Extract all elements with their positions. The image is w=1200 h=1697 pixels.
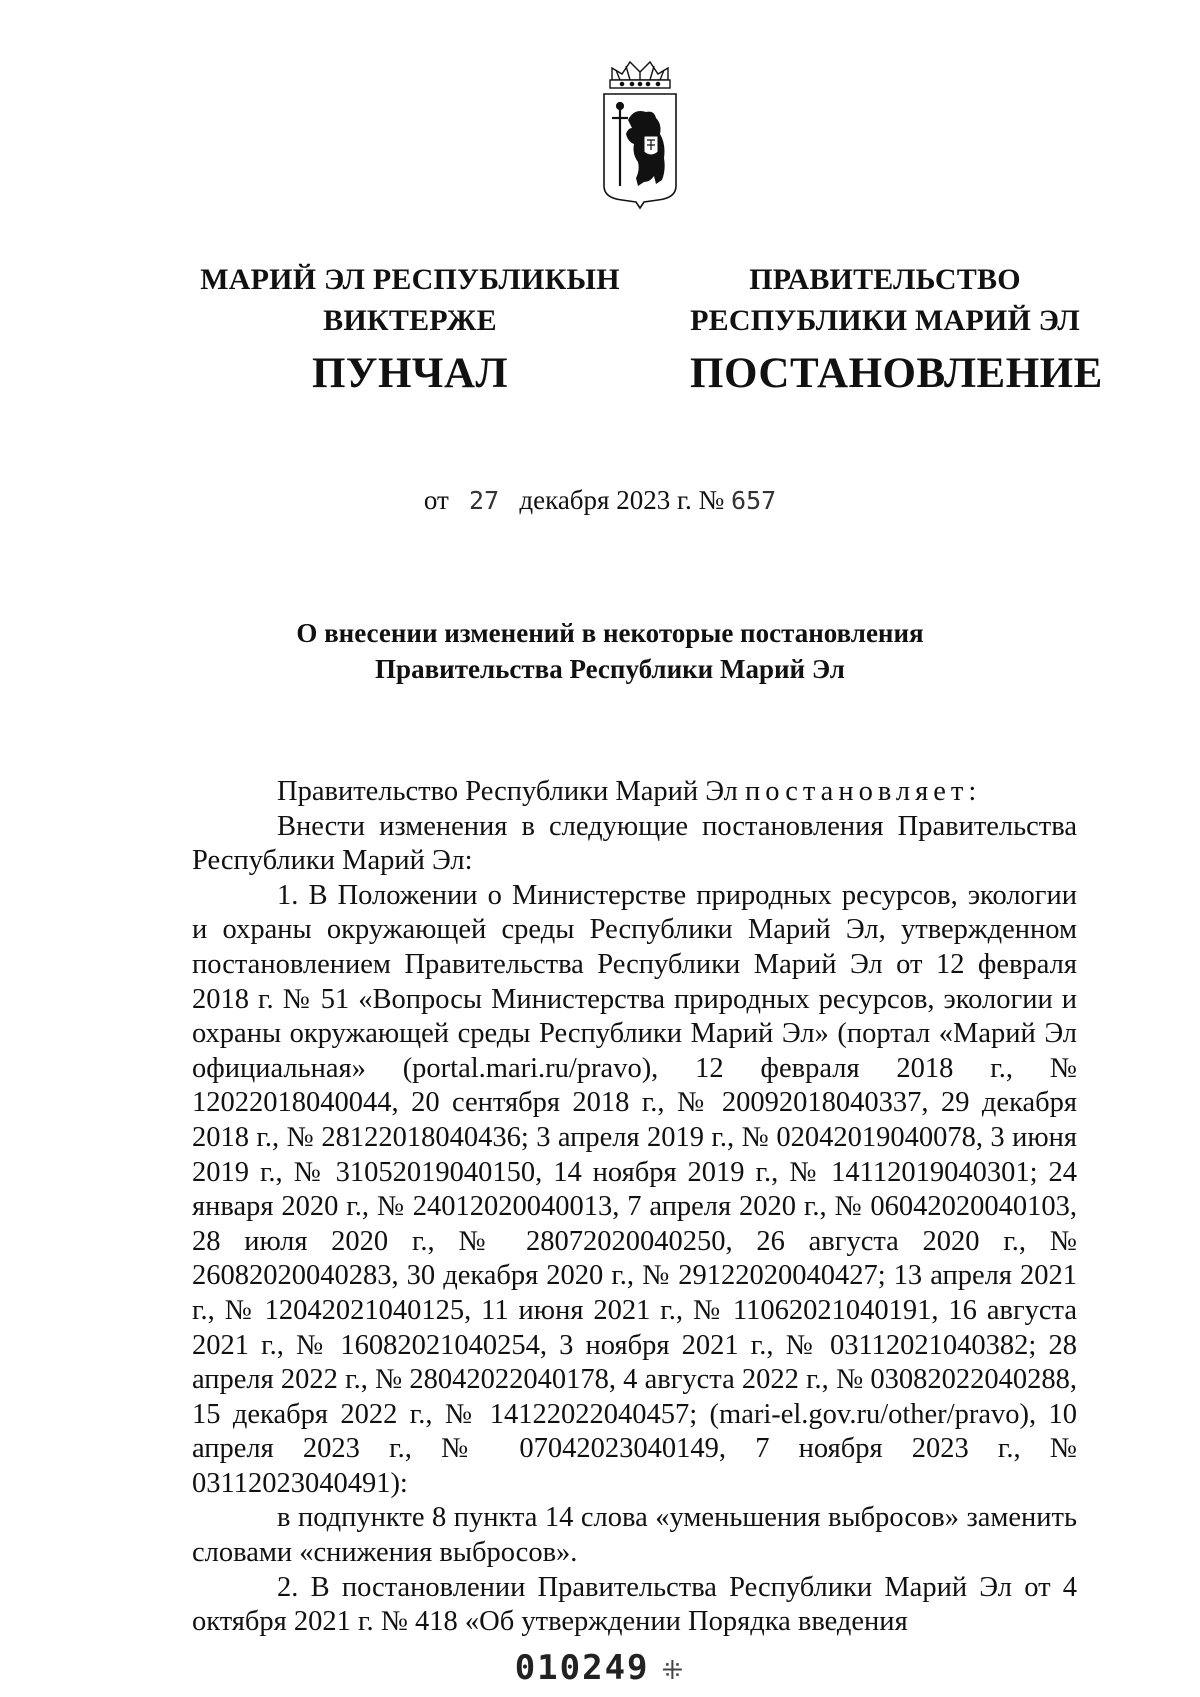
serial-ornament-icon: ⁜ [661,1656,686,1686]
header-right-line2: РЕСПУБЛИКИ МАРИЙ ЭЛ [690,304,1080,337]
coat-of-arms-emblem [598,58,682,234]
header-left-line1: МАРИЙ ЭЛ РЕСПУБЛИКЫН [200,263,620,296]
document-number: 657 [731,486,777,515]
paragraph-item-1: 1. В Положении о Министерстве природных ресурсов, экологии и охраны окружающей среды Республики Марий Эл, утвержденном постановлением Правительства Республики Марий Эл от 12 февраля 2018 г. № 51 «Вопросы Министерства природных ресурсов, экологии и охраны окружающей среды Республики Марий Эл» (портал «Марий Эл официальная» (portal.mari.ru/pravo), 12 февраля 2018 г., № 12022018040044, 20 сентября 2018 г., № 20092018040337, 29 декабря 2018 г., № 28122018040436; 3 апреля 2019 г., № 02042019040078, 3 июня 2019 г., № 31052019040150, 14 ноября 2019 г., № 14112019040301; 24 января 2020 г., № 24012020040013, 7 апреля 2020 г., № 06042020040103, 28 июля 2020 г., № 28072020040250, 26 августа 2020 г., № 26082020040283, 30 декабря 2020 г., № 29122020040427; 13 апреля 2021 г., № 12042021040125, 11 июня 2021 г., № 11062021040191, 16 августа 2021 г., № 16082021040254, 3 ноября 2021 г., № 03112021040382; 28 апреля 2022 г., № 28042022040178, 4 августа 2022 г., № 03082022040288, 15 декабря 2022 г., № 14122022040457; (mari-el.gov.ru/other/pravo), 10 апреля 2023 г., № 07042023040149, 7 ноября 2023 г., № 03112023040491): [192,879,1077,1499]
header-right-block [690,259,1103,399]
paragraph-item-1-change: в подпункте 8 пункта 14 слова «уменьшения выбросов» заменить словами «снижения выбросов». [192,1502,1077,1569]
title-line1: О внесении изменений в некоторые постановления [296,618,924,648]
document-title [160,615,1060,687]
intro-paragraph [192,775,1077,810]
header-right-line1: ПРАВИТЕЛЬСТВО [749,263,1021,296]
intro-text: Правительство Республики Марий Эл [277,776,738,807]
paragraph-item-2: 2. В постановлении Правительства Республики Марий Эл от 4 октября 2021 г. № 418 «Об утверждении Порядка введения [192,1571,1077,1638]
header-left-line2: ВИКТЕРЖЕ [323,304,497,337]
header-right-doc-type: ПОСТАНОВЛЕНИЕ [690,350,1103,397]
header-left-doc-type: ПУНЧАЛ [311,350,509,397]
intro-resolves: постановляет: [745,776,982,807]
paragraph-preamble: Внести изменения в следующие постановления Правительства Республики Марий Эл: [192,810,1077,877]
header-left-block [195,259,625,399]
date-day: 27 [469,486,500,515]
form-serial-number [0,1648,1200,1688]
serial-number: 010249 [514,1648,650,1688]
date-prefix: от [423,485,449,515]
document-date-line [0,485,1200,516]
document-body [192,775,1077,1640]
date-month-year: декабря 2023 г. № [519,485,725,515]
title-line2: Правительства Республики Марий Эл [375,654,845,684]
